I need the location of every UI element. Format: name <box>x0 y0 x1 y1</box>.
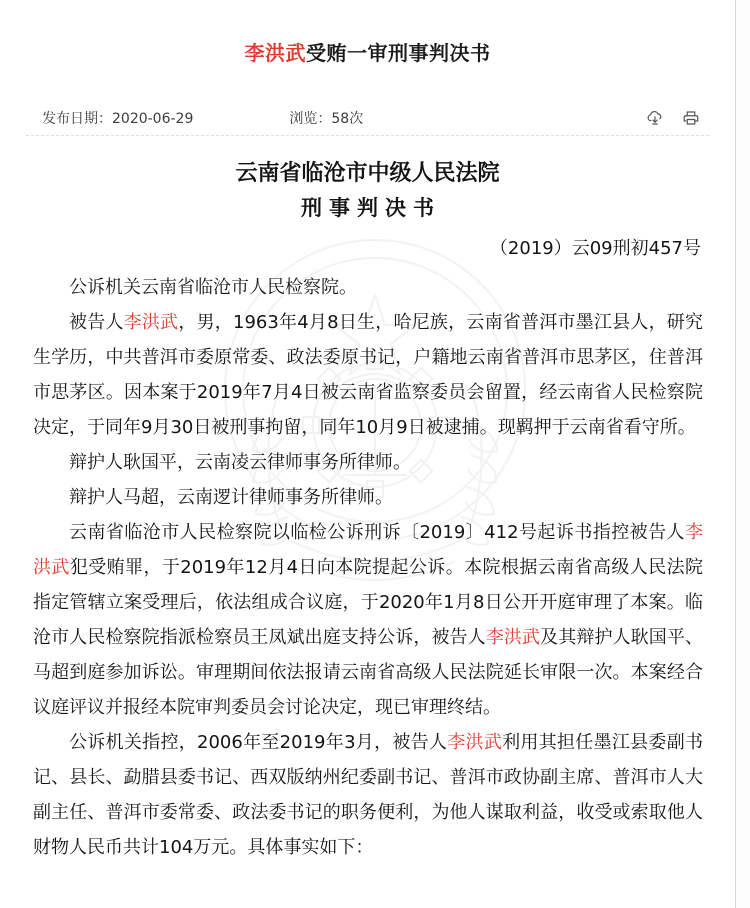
judgment-body <box>16 264 719 865</box>
cloud-download-icon[interactable] <box>645 108 665 128</box>
paragraph-procedural-history <box>33 515 703 725</box>
paragraph-text: 被告人 <box>69 312 124 333</box>
paragraph-defendant-identity <box>33 305 703 445</box>
paragraph-text: 辩护人马超，云南逻计律师事务所律师。 <box>69 487 393 508</box>
document-kind: 刑事判决书 <box>301 196 441 220</box>
paragraph-charges <box>33 725 703 865</box>
page-title <box>16 0 719 68</box>
defendant-name-highlight: 李洪武 <box>33 522 703 578</box>
meta-actions <box>645 108 701 128</box>
paragraph-text: ，男，1963年4月8日生，哈尼族，云南省普洱市墨江县人，研究生学历，中共普洱市委原常委、政法委原书记，户籍地云南省普洱市思茅区，住普洱市思茅区。因本案于2019年7月4日被云南省监察委员会留置，经云南省人民检察院决定，于同年9月30日被刑事拘留，同年10月9日被逮捕。现羁押于云南省看守所。 <box>33 312 704 438</box>
defendant-name-highlight: 李洪武 <box>447 732 503 753</box>
page-title-defendant: 李洪武 <box>244 41 306 65</box>
publish-date: 发布日期：2020-06-29 <box>42 111 194 127</box>
paragraph-text: 及其辩护人耿国平、马超到庭参加诉讼。审理期间依法报请云南省高级人民法院延长审限一次。本案经合议庭评议并报经本院审判委员会讨论决定，现已审理终结。 <box>33 627 704 718</box>
paragraph-defender-one <box>33 445 703 480</box>
defendant-name-highlight: 李洪武 <box>123 312 179 333</box>
right-gutter <box>736 0 750 908</box>
document-meta-row <box>16 107 719 129</box>
paragraph-text: 犯受贿罪，于2019年12月4日向本院提起公诉。本院根据云南省高级人民法院指定管辖立案受理后，依法组成合议庭，于2020年1月8日公开开庭审理了本案。临沧市人民检察院指派检察员王凤斌出庭支持公诉，被告人 <box>33 557 704 648</box>
page-title-rest: 受贿一审刑事判决书 <box>306 41 491 65</box>
paragraph-text: 云南省临沧市人民检察院以临检公诉刑诉〔2019〕412号起诉书指控被告人 <box>69 522 685 543</box>
paragraph-text: 辩护人耿国平，云南凌云律师事务所律师。 <box>69 452 411 473</box>
paragraph-prosecuting-organ <box>33 270 703 305</box>
case-number: （2019）云09刑初457号 <box>489 238 701 259</box>
court-name: 云南省临沧市中级人民法院 <box>235 161 500 186</box>
paragraph-text: 利用其担任墨江县委副书记、县长、勐腊县委书记、西双版纳州纪委副书记、普洱市政协副主席、普洱市人大副主任、普洱市委常委、政法委书记的职务便利，为他人谋取利益，收受或索取他人财物人民币共计104万元。具体事实如下： <box>33 732 704 858</box>
paragraph-text: 公诉机关指控，2006年至2019年3月，被告人 <box>69 732 448 753</box>
paragraph-defender-two <box>33 480 703 515</box>
defendant-name-highlight: 李洪武 <box>485 627 541 648</box>
view-count: 浏览：58次 <box>289 111 364 127</box>
printer-icon[interactable] <box>681 108 701 128</box>
paragraph-text: 公诉机关云南省临沧市人民检察院。 <box>69 277 357 298</box>
